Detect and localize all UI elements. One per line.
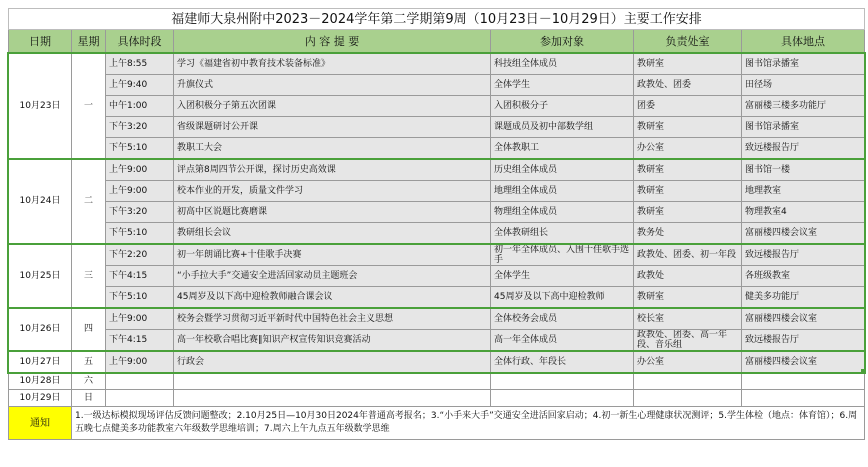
location-cell[interactable]: 富丽楼四楼会议室: [742, 223, 865, 245]
location-cell[interactable]: 致远楼报告厅: [742, 244, 865, 266]
dept-cell[interactable]: 教研室: [634, 202, 742, 223]
schedule-sheet: [8, 8, 865, 440]
date-cell[interactable]: 10月28日: [9, 373, 72, 390]
time-cell[interactable]: 中午1:00: [106, 96, 174, 117]
time-cell[interactable]: 下午4:15: [106, 266, 174, 287]
time-cell[interactable]: 上午9:00: [106, 159, 174, 181]
weekday-cell[interactable]: 六: [72, 373, 106, 390]
dept-cell[interactable]: 教研室: [634, 53, 742, 75]
content-cell[interactable]: 教职工大会: [174, 138, 491, 160]
content-cell[interactable]: 校务会暨学习贯彻习近平新时代中国特色社会主义思想: [174, 308, 491, 330]
table-row: [9, 181, 865, 202]
empty-cell[interactable]: [106, 373, 174, 390]
date-cell[interactable]: 10月25日: [9, 244, 72, 308]
weekday-cell[interactable]: 四: [72, 308, 106, 351]
table-row: [9, 390, 865, 407]
empty-cell[interactable]: [634, 373, 742, 390]
content-cell[interactable]: 入团积极分子第五次团课: [174, 96, 491, 117]
participants-cell[interactable]: 入团积极分子: [491, 96, 634, 117]
table-row: [9, 159, 865, 181]
dept-cell[interactable]: 政教处、团委、高一年段、音乐组: [634, 330, 742, 352]
weekday-cell[interactable]: 二: [72, 159, 106, 244]
table-row: [9, 373, 865, 390]
location-cell[interactable]: 各班级教室: [742, 266, 865, 287]
date-cell[interactable]: 10月26日: [9, 308, 72, 351]
table-row: [9, 53, 865, 75]
content-cell[interactable]: 省级课题研讨公开课: [174, 117, 491, 138]
participants-cell[interactable]: 全体学生: [491, 266, 634, 287]
date-cell[interactable]: 10月27日: [9, 351, 72, 373]
sheet-title[interactable]: 福建师大泉州附中2023－2024学年第二学期第9周（10月23日－10月29日）主要工作安排: [9, 9, 865, 30]
date-cell[interactable]: 10月29日: [9, 390, 72, 407]
notice-label[interactable]: 通知: [9, 407, 72, 440]
header-time[interactable]: 具体时段: [106, 30, 174, 54]
dept-cell[interactable]: 办公室: [634, 138, 742, 160]
time-cell[interactable]: 下午3:20: [106, 117, 174, 138]
table-row: [9, 138, 865, 160]
dept-cell[interactable]: 团委: [634, 96, 742, 117]
date-cell[interactable]: 10月23日: [9, 53, 72, 159]
participants-cell[interactable]: 全体校务会成员: [491, 308, 634, 330]
time-cell[interactable]: 下午5:10: [106, 138, 174, 160]
participants-cell[interactable]: 科技组全体成员: [491, 53, 634, 75]
participants-cell[interactable]: 全体教职工: [491, 138, 634, 160]
content-cell[interactable]: 评点第8周四节公开课，探讨历史高效课: [174, 159, 491, 181]
location-cell[interactable]: 致远楼报告厅: [742, 138, 865, 160]
time-cell[interactable]: 上午9:00: [106, 351, 174, 373]
location-cell[interactable]: 富丽楼四楼会议室: [742, 351, 865, 373]
participants-cell[interactable]: 45周岁及以下高中迎检教师: [491, 287, 634, 309]
participants-cell[interactable]: 历史组全体成员: [491, 159, 634, 181]
empty-cell[interactable]: [174, 390, 491, 407]
dept-cell[interactable]: 校长室: [634, 308, 742, 330]
header-content[interactable]: 内 容 提 要: [174, 30, 491, 54]
dept-cell[interactable]: 办公室: [634, 351, 742, 373]
content-cell[interactable]: 校本作业的开发，质量文件学习: [174, 181, 491, 202]
notice-text[interactable]: 1.一级达标模拟现场评估反馈问题整改；2.10月25日—10月30日2024年普通高考报名；3.“小手来大手”交通安全进活回家启动；4.初一新生心理健康状况测评；5.学生体检（地点：体育馆）；6.周五晚七点健美多功能教室六年级数学思维培训；7.周六上午九点五年级数学思维: [72, 407, 865, 440]
notice-row: [9, 407, 865, 440]
table-row: [9, 223, 865, 245]
empty-cell[interactable]: [106, 390, 174, 407]
table-row: [9, 96, 865, 117]
content-cell[interactable]: 学习《福建省初中教育技术装备标准》: [174, 53, 491, 75]
time-cell[interactable]: 下午5:10: [106, 287, 174, 309]
dept-cell[interactable]: 政教处、团委: [634, 75, 742, 96]
location-cell[interactable]: 富丽楼四楼会议室: [742, 308, 865, 330]
header-date[interactable]: 日期: [9, 30, 72, 54]
participants-cell[interactable]: 高一年全体成员: [491, 330, 634, 352]
location-cell[interactable]: 致远楼报告厅: [742, 330, 865, 352]
header-weekday[interactable]: 星期: [72, 30, 106, 54]
content-cell[interactable]: 行政会: [174, 351, 491, 373]
time-cell[interactable]: 下午2:20: [106, 244, 174, 266]
table-row: [9, 75, 865, 96]
time-cell[interactable]: 上午9:00: [106, 181, 174, 202]
content-cell[interactable]: “小手拉大手”交通安全进活回家动员主题班会: [174, 266, 491, 287]
location-cell[interactable]: 田径场: [742, 75, 865, 96]
table-row: [9, 202, 865, 223]
empty-cell[interactable]: [742, 390, 865, 407]
empty-cell[interactable]: [174, 373, 491, 390]
header-dept[interactable]: 负责处室: [634, 30, 742, 54]
empty-cell[interactable]: [634, 390, 742, 407]
empty-cell[interactable]: [491, 373, 634, 390]
time-cell[interactable]: 下午5:10: [106, 223, 174, 245]
location-cell[interactable]: 物理教室4: [742, 202, 865, 223]
table-row: [9, 308, 865, 330]
date-cell[interactable]: 10月24日: [9, 159, 72, 244]
dept-cell[interactable]: 教研室: [634, 159, 742, 181]
participants-cell[interactable]: 初一年全体成员、入围十佳歌手选手: [491, 244, 634, 266]
dept-cell[interactable]: 政教处、团委、初一年段: [634, 244, 742, 266]
time-cell[interactable]: 上午8:55: [106, 53, 174, 75]
weekday-cell[interactable]: 一: [72, 53, 106, 159]
location-cell[interactable]: 富丽楼三楼多功能厅: [742, 96, 865, 117]
dept-cell[interactable]: 教研室: [634, 117, 742, 138]
table-row: [9, 117, 865, 138]
location-cell[interactable]: 健美多功能厅: [742, 287, 865, 309]
participants-cell[interactable]: 物理组全体成员: [491, 202, 634, 223]
dept-cell[interactable]: 教研室: [634, 287, 742, 309]
weekday-cell[interactable]: 五: [72, 351, 106, 373]
table-row: [9, 351, 865, 373]
table-row: [9, 287, 865, 309]
header-location[interactable]: 具体地点: [742, 30, 865, 54]
content-cell[interactable]: 高一年校歌合唱比赛‖知识产权宣传知识竞赛活动: [174, 330, 491, 352]
time-cell[interactable]: 下午4:15: [106, 330, 174, 352]
empty-cell[interactable]: [742, 373, 865, 390]
dept-cell[interactable]: 教研室: [634, 181, 742, 202]
table-row: [9, 244, 865, 266]
content-cell[interactable]: 升旗仪式: [174, 75, 491, 96]
dept-cell[interactable]: 教务处: [634, 223, 742, 245]
content-cell[interactable]: 45周岁及以下高中迎检教师融合课会议: [174, 287, 491, 309]
time-cell[interactable]: 上午9:00: [106, 308, 174, 330]
time-cell[interactable]: 上午9:40: [106, 75, 174, 96]
participants-cell[interactable]: 全体行政、年段长: [491, 351, 634, 373]
content-cell[interactable]: 初高中区说题比赛磨课: [174, 202, 491, 223]
table-row: [9, 266, 865, 287]
content-cell[interactable]: 初一年朗诵比赛+十佳歌手决赛: [174, 244, 491, 266]
fill-handle[interactable]: [861, 369, 866, 374]
participants-cell[interactable]: 地理组全体成员: [491, 181, 634, 202]
time-cell[interactable]: 下午3:20: [106, 202, 174, 223]
header-participants[interactable]: 参加对象: [491, 30, 634, 54]
table-row: [9, 330, 865, 352]
participants-cell[interactable]: 全体学生: [491, 75, 634, 96]
participants-cell[interactable]: 全体教研组长: [491, 223, 634, 245]
location-cell[interactable]: 图书馆一楼: [742, 159, 865, 181]
dept-cell[interactable]: 政教处: [634, 266, 742, 287]
content-cell[interactable]: 教研组长会议: [174, 223, 491, 245]
participants-cell[interactable]: 课题成员及初中部数学组: [491, 117, 634, 138]
location-cell[interactable]: 地理教室: [742, 181, 865, 202]
weekday-cell[interactable]: 日: [72, 390, 106, 407]
empty-cell[interactable]: [491, 390, 634, 407]
location-cell[interactable]: 图书馆录播室: [742, 53, 865, 75]
weekday-cell[interactable]: 三: [72, 244, 106, 308]
location-cell[interactable]: 图书馆录播室: [742, 117, 865, 138]
